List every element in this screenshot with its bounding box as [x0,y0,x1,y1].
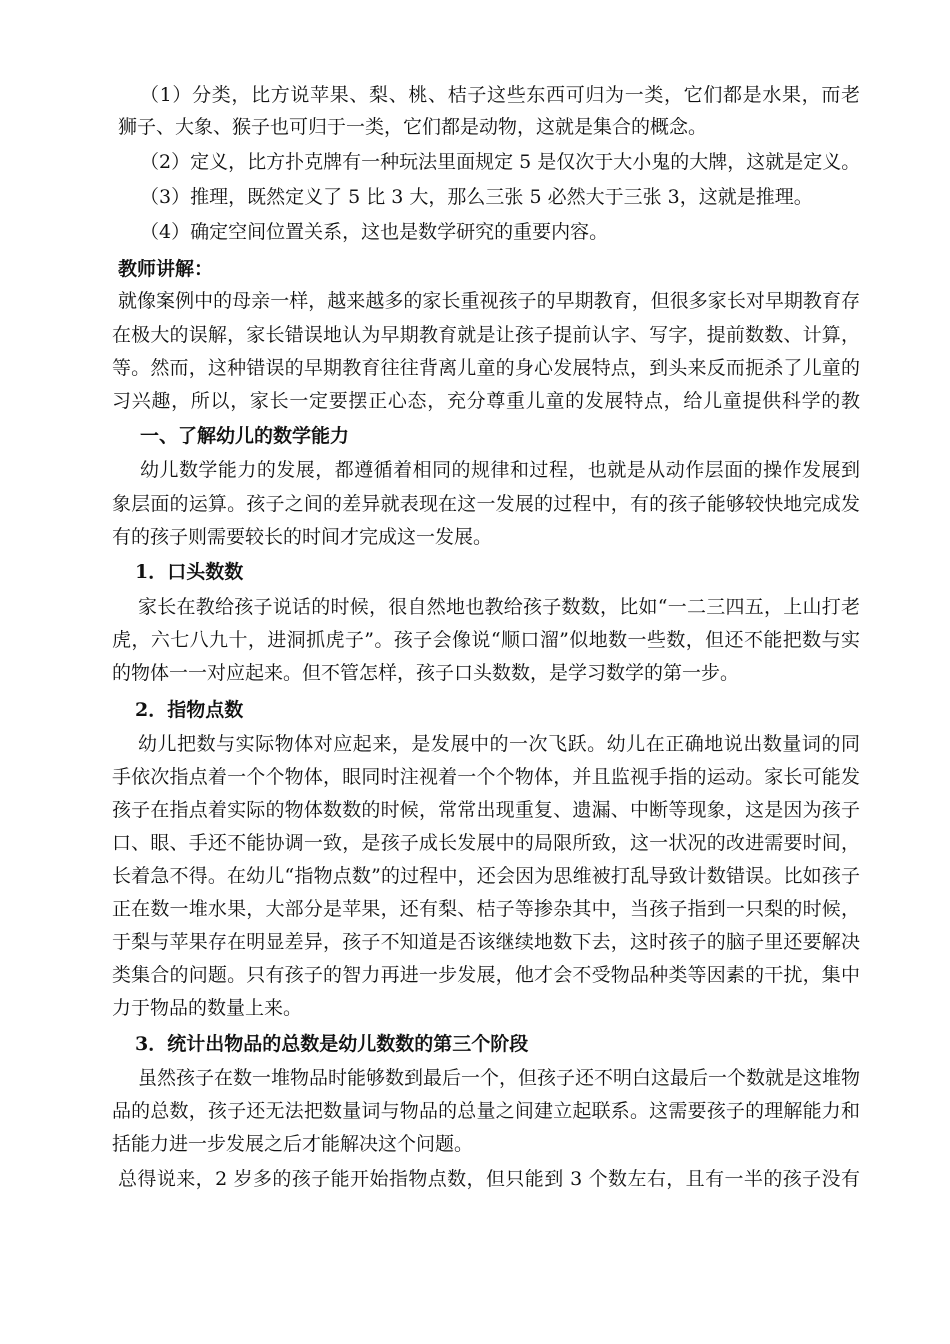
text-line: 习兴趣，所以，家长一定要摆正心态，充分尊重儿童的发展特点，给儿童提供科学的教 [112,390,860,412]
text-line: 孩子在指点着实际的物体数数的时候，常常出现重复、遗漏、中断等现象，这是因为孩子 [112,799,860,821]
text-line: 的物体一一对应起来。但不管怎样，孩子口头数数，是学习数学的第一步。 [112,662,740,684]
text-line: （4）确定空间位置关系，这也是数学研究的重要内容。 [140,221,609,243]
text-line: 正在数一堆水果，大部分是苹果，还有梨、桔子等掺杂其中，当孩子指到一只梨的时候， [112,898,860,920]
text-line: 虎，六七八九十，进洞抓虎子”。孩子会像说“顺口溜”似地数一些数，但还不能把数与实 [112,629,860,651]
text-line: 长着急不得。在幼儿“指物点数”的过程中，还会因为思维被打乱导致计数错误。比如孩子 [112,865,860,887]
text-line: 象层面的运算。孩子之间的差异就表现在这一发展的过程中，有的孩子能够较快地完成发 [112,493,860,515]
text-line: 等。然而，这种错误的早期教育往往背离儿童的身心发展特点，到头来反而扼杀了儿童的 [112,357,860,379]
text-line: 于梨与苹果存在明显差异，孩子不知道是否该继续地数下去，这时孩子的脑子里还要解决 [112,931,860,953]
text-line: 家长在教给孩子说话的时候，很自然地也教给孩子数数，比如“一二三四五，上山打老 [138,596,860,618]
text-line: （1）分类，比方说苹果、梨、桃、桔子这些东西可归为一类，它们都是水果，而老 [140,84,860,106]
section-heading: 一、了解幼儿的数学能力 [140,425,350,447]
text-line: 手依次指点着一个个物体，眼同时注视着一个个物体，并且监视手指的运动。家长可能发 [112,766,860,788]
section-heading: 1．口头数数 [135,561,244,583]
text-line: 在极大的误解，家长错误地认为早期教育就是让孩子提前认字、写字，提前数数、计算， [112,324,860,346]
text-line: 狮子、大象、猴子也可归于一类，它们都是动物，这就是集合的概念。 [118,116,708,138]
text-line: 品的总数，孩子还无法把数量词与物品的总量之间建立起联系。这需要孩子的理解能力和 [112,1100,860,1122]
text-line: 力于物品的数量上来。 [112,997,303,1019]
text-line: 虽然孩子在数一堆物品时能够数到最后一个，但孩子还不明白这最后一个数就是这堆物 [138,1067,860,1089]
text-line: （2）定义，比方扑克牌有一种玩法里面规定 5 是仅次于大小鬼的大牌，这就是定义。 [140,151,861,173]
text-line: （3）推理，既然定义了 5 比 3 大，那么三张 5 必然大于三张 3，这就是推理。 [140,186,813,208]
text-line: 有的孩子则需要较长的时间才完成这一发展。 [112,526,493,548]
text-line: 幼儿把数与实际物体对应起来，是发展中的一次飞跃。幼儿在正确地说出数量词的同 [138,733,860,755]
text-line: 总得说来，2 岁多的孩子能开始指物点数，但只能到 3 个数左右，且有一半的孩子没有 [118,1168,860,1190]
section-heading: 2．指物点数 [135,699,244,721]
text-line: 就像案例中的母亲一样，越来越多的家长重视孩子的早期教育，但很多家长对早期教育存 [118,290,860,312]
text-line: 口、眼、手还不能协调一致，是孩子成长发展中的局限所致，这一状况的改进需要时间， [112,832,860,854]
text-line: 类集合的问题。只有孩子的智力再进一步发展，他才会不受物品种类等因素的干扰，集中 [112,964,860,986]
section-heading: 3．统计出物品的总数是幼儿数数的第三个阶段 [135,1033,529,1055]
section-heading: 教师讲解： [118,258,214,280]
text-line: 幼儿数学能力的发展，都遵循着相同的规律和过程，也就是从动作层面的操作发展到 [140,459,860,481]
text-line: 括能力进一步发展之后才能解决这个问题。 [112,1133,474,1155]
